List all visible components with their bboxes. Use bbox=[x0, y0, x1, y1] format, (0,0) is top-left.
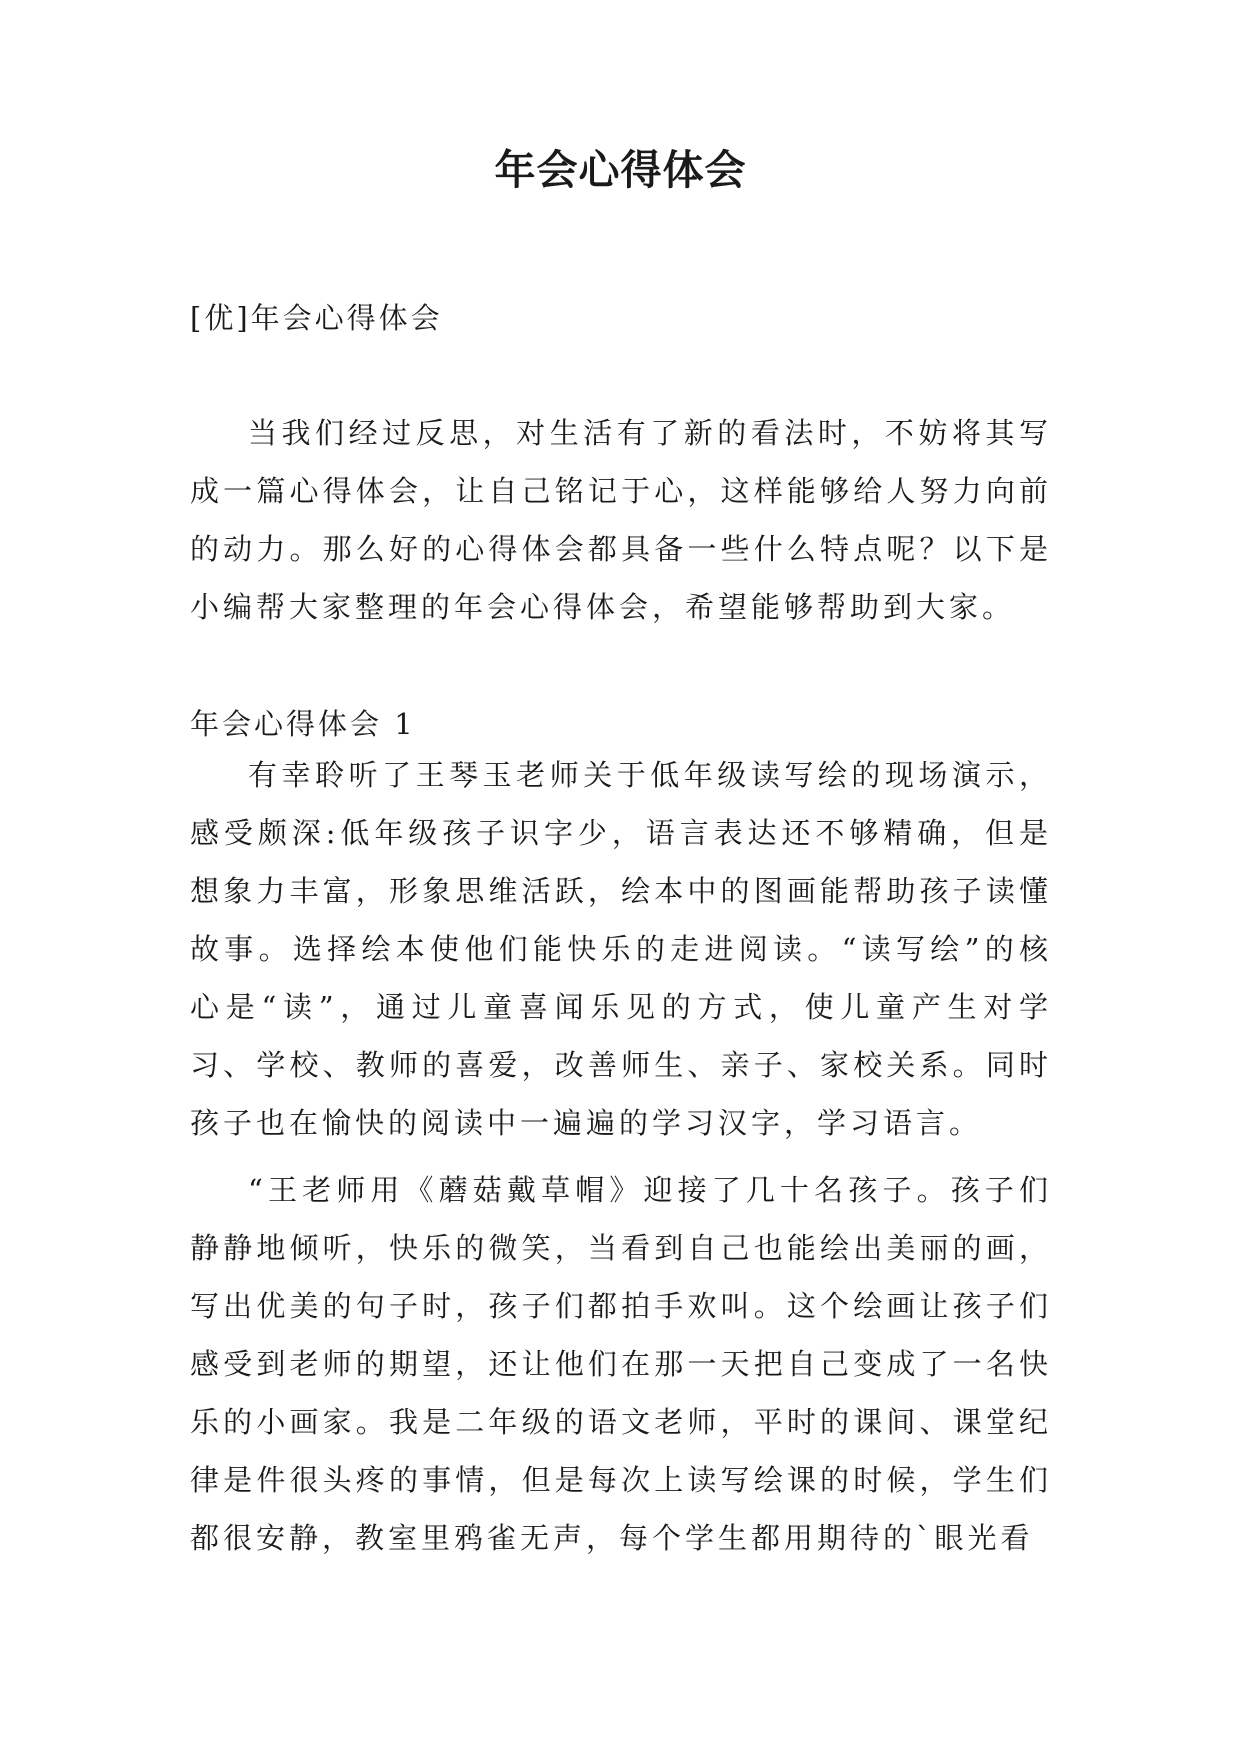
document-subtitle: [优]年会心得体会 bbox=[190, 301, 443, 335]
intro-paragraph: 当我们经过反思，对生活有了新的看法时，不妨将其写成一篇心得体会，让自己铭记于心，这样能够给人努力向前的动力。那么好的心得体会都具备一些什么特点呢？以下是小编帮大家整理的年会心得体会，希望能够帮助到大家。 bbox=[190, 416, 1052, 624]
body-paragraph: “王老师用《蘑菇戴草帽》迎接了几十名孩子。孩子们静静地倾听，快乐的微笑，当看到自己也能绘出美丽的画，写出优美的句子时，孩子们都拍手欢叫。这个绘画让孩子们感受到老师的期望，还让他们在那一天把自己变成了一名快乐的小画家。我是二年级的语文老师，平时的课间、课堂纪律是件很头疼的事情，但是每次上读写绘课的时候，学生们都很安静，教室里鸦雀无声，每个学生都用期待的`眼光看 bbox=[190, 1173, 1052, 1555]
body-paragraph: 有幸聆听了王琴玉老师关于低年级读写绘的现场演示，感受颇深:低年级孩子识字少，语言表达还不够精确，但是想象力丰富，形象思维活跃，绘本中的图画能帮助孩子读懂故事。选择绘本使他们能快乐的走进阅读。“读写绘”的核心是“读”，通过儿童喜闻乐见的方式，使儿童产生对学习、学校、教师的喜爱，改善师生、亲子、家校关系。同时孩子也在愉快的阅读中一遍遍的学习汉字，学习语言。 bbox=[190, 758, 1052, 1140]
section-heading: 年会心得体会 1 bbox=[190, 707, 416, 741]
document-title: 年会心得体会 bbox=[494, 146, 747, 194]
